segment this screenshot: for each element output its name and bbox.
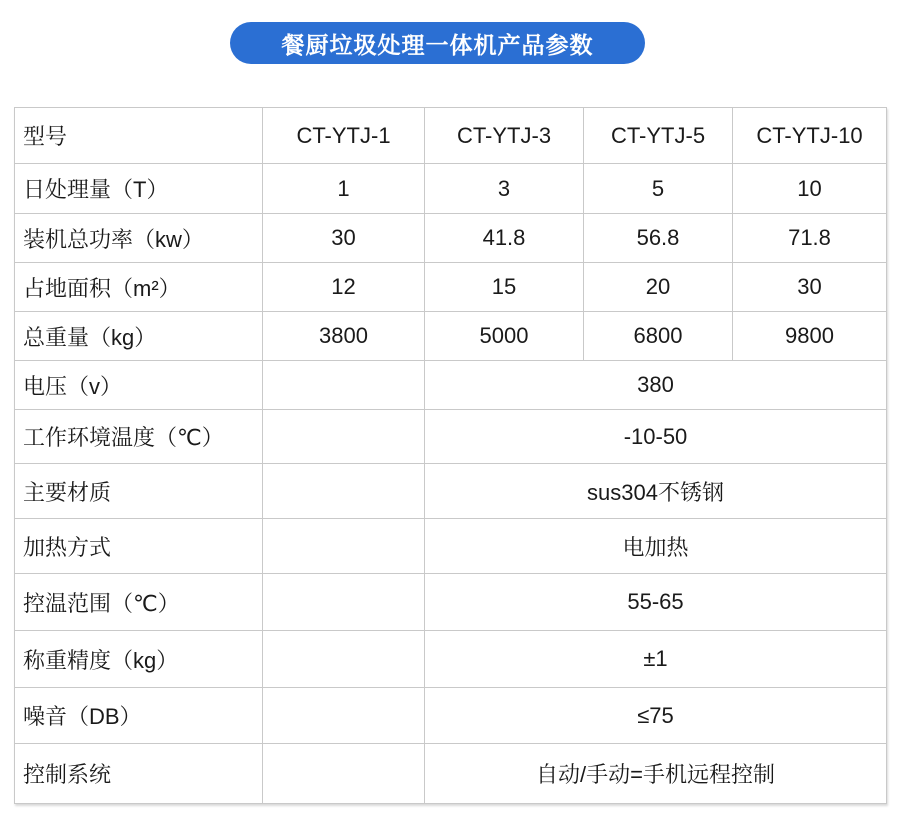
column-header-ct-ytj-5: CT-YTJ-5: [584, 108, 733, 164]
merged-value: -10-50: [425, 410, 887, 464]
empty-cell: [263, 361, 425, 410]
empty-cell: [263, 464, 425, 519]
cell-value: 30: [263, 214, 425, 263]
spec-table: [14, 107, 887, 804]
table-row: [15, 312, 887, 361]
merged-value: ±1: [425, 631, 887, 688]
table-row: [15, 164, 887, 214]
cell-value: 41.8: [425, 214, 584, 263]
cell-value: 3: [425, 164, 584, 214]
cell-value: 30: [733, 263, 887, 312]
cell-value: 1: [263, 164, 425, 214]
empty-cell: [263, 519, 425, 574]
empty-cell: [263, 744, 425, 804]
cell-value: 56.8: [584, 214, 733, 263]
table-header-row: [15, 108, 887, 164]
row-label: 工作环境温度（℃）: [15, 410, 263, 464]
table-row: [15, 214, 887, 263]
cell-value: 9800: [733, 312, 887, 361]
row-label: 称重精度（kg）: [15, 631, 263, 688]
row-label: 噪音（DB）: [15, 688, 263, 744]
column-header-ct-ytj-1: CT-YTJ-1: [263, 108, 425, 164]
table-row: [15, 631, 887, 688]
merged-value: 55-65: [425, 574, 887, 631]
merged-value: sus304不锈钢: [425, 464, 887, 519]
merged-value: 自动/手动=手机远程控制: [425, 744, 887, 804]
row-label: 装机总功率（kw）: [15, 214, 263, 263]
table-row: [15, 464, 887, 519]
table-row: [15, 519, 887, 574]
table-row: [15, 410, 887, 464]
merged-value: ≤75: [425, 688, 887, 744]
table-row: [15, 688, 887, 744]
table-row: [15, 361, 887, 410]
page-title: 餐厨垃圾处理一体机产品参数: [281, 31, 594, 58]
row-label: 控制系统: [15, 744, 263, 804]
column-header-model: 型号: [15, 108, 263, 164]
cell-value: 5: [584, 164, 733, 214]
table-row: [15, 263, 887, 312]
cell-value: 3800: [263, 312, 425, 361]
table-row: [15, 744, 887, 804]
cell-value: 6800: [584, 312, 733, 361]
empty-cell: [263, 688, 425, 744]
row-label: 控温范围（℃）: [15, 574, 263, 631]
merged-value: 380: [425, 361, 887, 410]
empty-cell: [263, 574, 425, 631]
row-label: 总重量（kg）: [15, 312, 263, 361]
title-badge: [230, 22, 645, 64]
row-label: 主要材质: [15, 464, 263, 519]
empty-cell: [263, 631, 425, 688]
merged-value: 电加热: [425, 519, 887, 574]
cell-value: 5000: [425, 312, 584, 361]
cell-value: 10: [733, 164, 887, 214]
cell-value: 71.8: [733, 214, 887, 263]
table-row: [15, 574, 887, 631]
row-label: 电压（v）: [15, 361, 263, 410]
row-label: 加热方式: [15, 519, 263, 574]
cell-value: 20: [584, 263, 733, 312]
cell-value: 12: [263, 263, 425, 312]
column-header-ct-ytj-10: CT-YTJ-10: [733, 108, 887, 164]
row-label: 占地面积（m²）: [15, 263, 263, 312]
empty-cell: [263, 410, 425, 464]
column-header-ct-ytj-3: CT-YTJ-3: [425, 108, 584, 164]
row-label: 日处理量（T）: [15, 164, 263, 214]
cell-value: 15: [425, 263, 584, 312]
